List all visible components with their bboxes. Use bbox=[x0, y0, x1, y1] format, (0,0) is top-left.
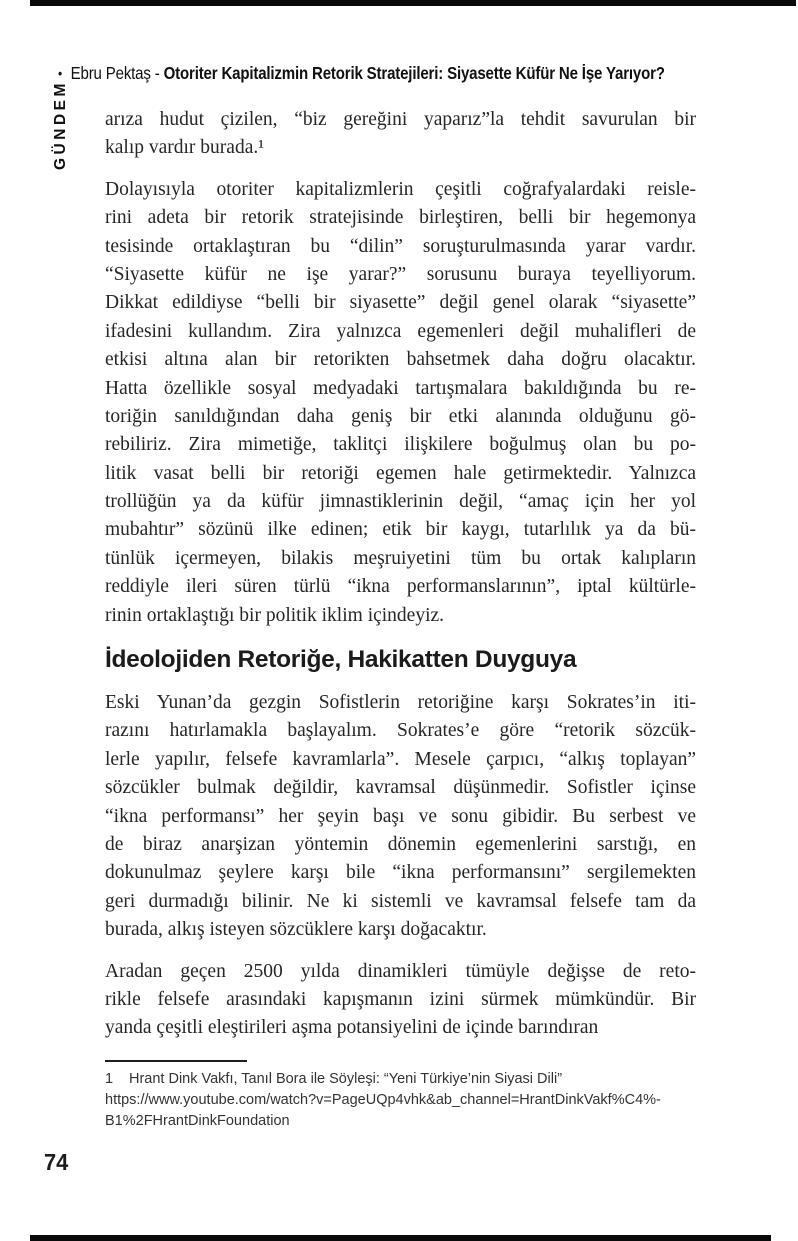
text-line: Dikkat edildiyse “belli bir siyasette” değil genel olarak “siyasette” bbox=[105, 292, 696, 314]
text-line: ifadesini kullandım. Zira yalnızca egemenleri değil muhalifleri de bbox=[105, 320, 696, 342]
text-line: sözcükler bulmak değildir, kavramsal düşünmedir. Sofistler içinse bbox=[105, 777, 696, 799]
text-line: “Siyasette küfür ne işe yarar?” sorusunu buraya teyelliyorum. bbox=[105, 263, 696, 285]
footnote-marker: 1 bbox=[105, 1071, 114, 1087]
text-line: reddiyle ileri süren türlü “ikna performanslarının”, iptal kültürle- bbox=[105, 576, 696, 598]
text-line: “ikna performansı” her şeyin başı ve sonu gibidir. Bu serbest ve bbox=[105, 805, 696, 827]
section-label-vertical: GÜNDEM bbox=[52, 80, 69, 170]
text-line: burada, alkış isteyen sözcüklere karşı doğacaktır. bbox=[105, 919, 487, 941]
running-header bbox=[58, 63, 665, 84]
top-rule-bar bbox=[30, 0, 796, 6]
text-line: rikle felsefe arasındaki kapışmanın izini sürmek mümkündür. Bir bbox=[105, 988, 696, 1010]
text-line: toriğin sanıldığından daha geniş bir etki alanında olduğunu gö- bbox=[105, 405, 696, 427]
article-body bbox=[105, 106, 696, 1056]
text-line: yanda çeşitli eleştirileri aşma potansiyelini de içinde barındıran bbox=[105, 1017, 599, 1039]
text-line: dokunulmaz şeylere karşı bile “ikna performansını” sergilemekten bbox=[105, 862, 696, 884]
text-line: arıza hudut çizilen, “biz gereğini yaparız”la tehdit savurulan bir bbox=[105, 109, 696, 130]
text-line: rebiliriz. Zira mimetiğe, taklitçi ilişkilere boğulmuş olan bu po- bbox=[105, 434, 696, 456]
paragraph bbox=[105, 958, 696, 1043]
text-line: geri durmadığı bilinir. Ne ki sistemli ve kavramsal felsefe tam da bbox=[105, 890, 696, 912]
text-line: etkisi altına alan bir retorikten bahsetmek daha doğru olacaktır. bbox=[105, 349, 696, 371]
footnote-rule bbox=[105, 1060, 247, 1062]
header-bullet-icon: • bbox=[58, 65, 63, 81]
page-number: 74 bbox=[44, 1149, 69, 1175]
header-separator: - bbox=[154, 63, 164, 83]
text-line: Aradan geçen 2500 yılda dinamikleri tümüyle değişse de reto- bbox=[105, 960, 696, 982]
paragraph bbox=[105, 106, 696, 163]
text-line: lerle yapılır, felsefe kavramlarla”. Mesele çarpıcı, “alkış toplayan” bbox=[105, 748, 696, 770]
paragraph bbox=[105, 689, 696, 945]
text-line: trollüğün ya da küfür jimnastiklerinin değil, “amaç için her yol bbox=[105, 491, 696, 513]
article-title: Otoriter Kapitalizmin Retorik Stratejileri: Siyasette Küfür Ne İşe Yarıyor? bbox=[163, 63, 665, 83]
text-line: rinin ortaklaştığı bir politik iklim içindeyiz. bbox=[105, 604, 445, 626]
section-heading: İdeolojiden Retoriğe, Hakikatten Duyguya bbox=[105, 646, 577, 674]
footnote bbox=[105, 1060, 711, 1132]
text-line: litik vasat belli bir retoriği egemen hale getirmektedir. Yalnızca bbox=[105, 462, 696, 484]
bottom-rule-bar bbox=[30, 1235, 771, 1241]
text-line: mubahtır” sözünü ilke edinen; etik bir kaygı, tutarlılık ya da bü- bbox=[105, 519, 696, 541]
text-line: Eski Yunan’da gezgin Sofistlerin retoriğine karşı Sokrates’in iti- bbox=[105, 692, 696, 714]
text-line: tesisinde ortaklaştıran bu “dilin” soruşturulmasında yarar vardır. bbox=[105, 235, 696, 257]
text-line: Dolayısıyla otoriter kapitalizmlerin çeşitli coğrafyalardaki reisle- bbox=[105, 178, 696, 200]
footnote-url-line-2: B1%2FHrantDinkFoundation bbox=[105, 1113, 290, 1129]
text-line: rini adeta bir retorik stratejisinde birleştiren, belli bir hegemonya bbox=[105, 207, 696, 229]
text-line: Hatta özellikle sosyal medyadaki tartışmalara bakıldığında bu re- bbox=[105, 377, 696, 399]
paragraph bbox=[105, 176, 696, 630]
text-line: kalıp vardır burada.¹ bbox=[105, 137, 265, 159]
author-name: Ebru Pektaş bbox=[70, 63, 151, 83]
text-line: tünlük içermeyen, bilakis meşruiyetini tüm bu ortak kalıpların bbox=[105, 547, 696, 569]
text-line: de biraz anarşizan yöntemin dönemin egemenlerini sarstığı, en bbox=[105, 833, 696, 855]
footnote-reference bbox=[105, 1069, 711, 1090]
footnote-url-line-1: https://www.youtube.com/watch?v=PageUQp4vhk&ab_channel=HrantDinkVakf%C4%- bbox=[105, 1092, 661, 1108]
footnote-text: Hrant Dink Vakfı, Tanıl Bora ile Söyleşi: “Yeni Türkiye’nin Siyasi Dili” bbox=[129, 1071, 563, 1087]
text-line: razını hatırlamakla başlayalım. Sokrates’e göre “retorik sözcük- bbox=[105, 720, 696, 742]
